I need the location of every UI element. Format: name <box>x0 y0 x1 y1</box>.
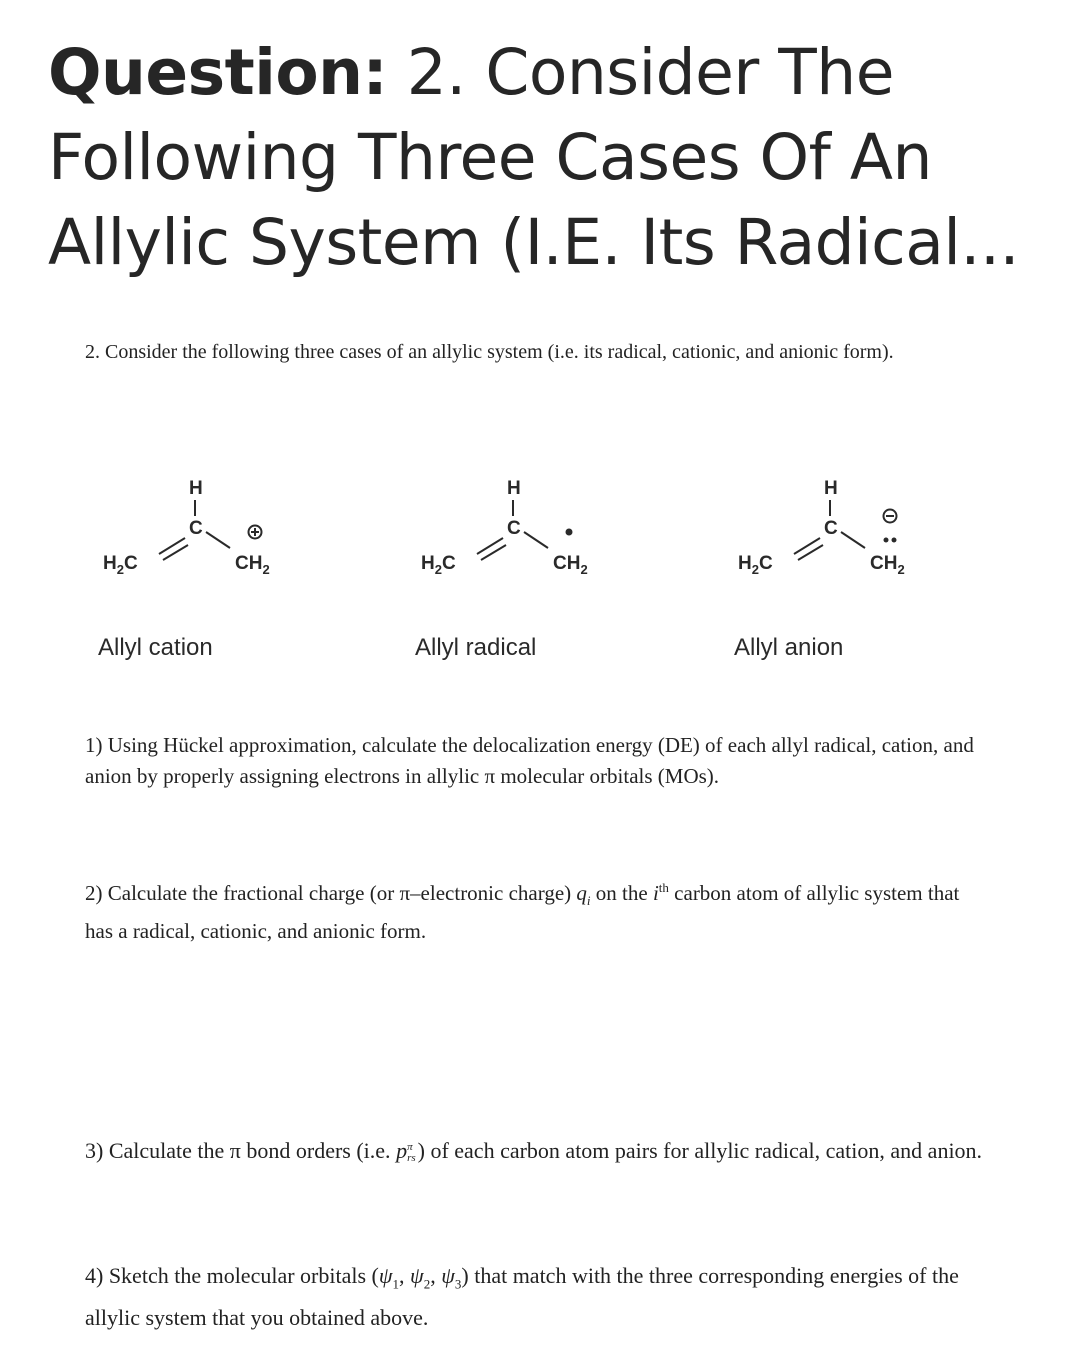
atom-h2c: $H_2C$ <box>103 553 138 577</box>
atom-ch2: $CH_2$ <box>870 553 905 577</box>
atom-c-center: C <box>189 518 203 539</box>
atom-c-center: C <box>824 518 838 539</box>
allyl-anion-structure <box>730 470 960 590</box>
question-label: Question: <box>48 36 388 109</box>
atom-h: H <box>507 478 521 499</box>
atom-ch2: $CH_2$ <box>553 553 588 577</box>
allyl-cation-structure <box>95 470 325 590</box>
radical-dot-icon <box>566 529 573 536</box>
atom-ch2: $CH_2$ <box>235 553 270 577</box>
question-2: 2) Calculate the fractional charge (or π–electronic charge) $q_i$ on the $i^{th}$ carbon atom of allylic system that has a radical, cationic, and anionic form. <box>85 880 960 944</box>
allyl-anion-label: Allyl anion <box>734 634 844 661</box>
lone-pair-dot-icon <box>884 538 889 543</box>
atom-h2c: $H_2C$ <box>738 553 773 577</box>
atom-h2c: $H_2C$ <box>421 553 456 577</box>
question-4: 4) Sketch the molecular orbitals ($\psi_1$, $\psi_2$, $\psi_3$) that match with the three corresponding energies of the allylic system that you obtained above. <box>85 1263 959 1331</box>
atom-c-center: C <box>507 518 521 539</box>
question-1: 1) Using Hückel approximation, calculate the delocalization energy (DE) of each allyl radical, cation, and anion by properly assigning electrons in allylic π molecular orbitals (MOs). <box>85 733 974 788</box>
atom-h: H <box>189 478 203 499</box>
question-3: 3) Calculate the π bond orders (i.e. p π rs ) of each carbon atom pairs for allylic radical, cation, and anion. <box>85 1138 983 1164</box>
allyl-radical-label: Allyl radical <box>415 634 537 661</box>
lone-pair-dot-icon <box>892 538 897 543</box>
atom-h: H <box>824 478 838 499</box>
page-title <box>48 30 1048 285</box>
allyl-radical-structure <box>413 470 643 590</box>
question-title-text: 2. Consider The Following Three Cases Of An Allylic System (I.E. Its Radical... <box>48 36 1019 279</box>
allyl-cation-label: Allyl cation <box>98 634 213 661</box>
intro-paragraph: 2. Consider the following three cases of an allylic system (i.e. its radical, cationic, and anionic form). <box>85 341 894 363</box>
